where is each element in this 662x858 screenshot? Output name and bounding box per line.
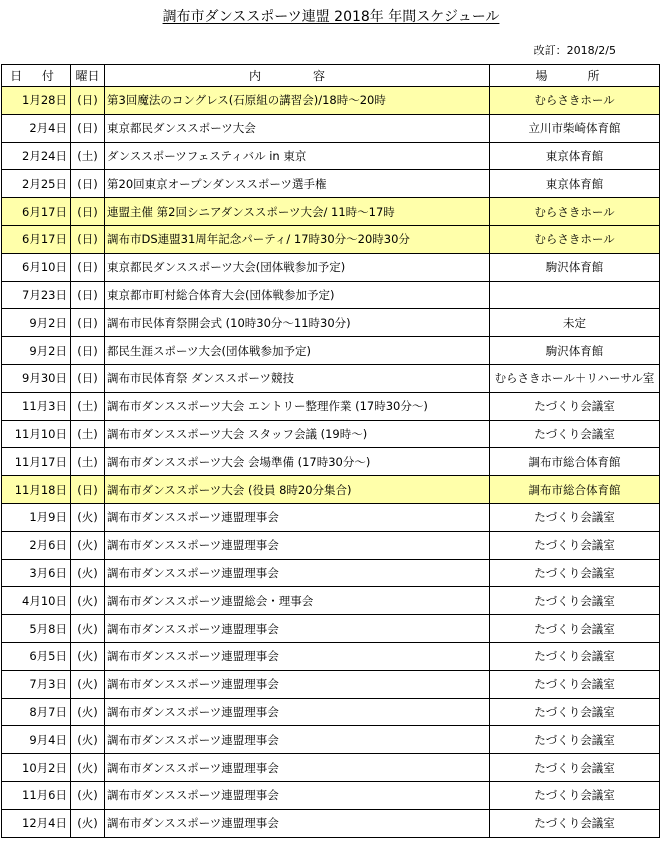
row-content: 調布市ダンススポーツ連盟理事会 — [105, 642, 490, 670]
row-place: たづくり会議室 — [490, 420, 660, 448]
row-weekday: (日) — [71, 364, 105, 392]
table-row — [2, 364, 660, 392]
row-weekday: (日) — [71, 476, 105, 504]
row-content: 調布市ダンススポーツ大会 会場準備 (17時30分～) — [105, 448, 490, 476]
row-date: 2月4日 — [2, 114, 71, 142]
table-row — [2, 170, 660, 198]
table-row — [2, 781, 660, 809]
row-place: 調布市総合体育館 — [490, 448, 660, 476]
row-place: たづくり会議室 — [490, 531, 660, 559]
row-place — [490, 281, 660, 309]
row-date: 9月2日 — [2, 337, 71, 365]
table-row — [2, 503, 660, 531]
row-date: 9月4日 — [2, 726, 71, 754]
row-weekday: (火) — [71, 559, 105, 587]
row-content: 調布市ダンススポーツ連盟理事会 — [105, 754, 490, 782]
table-row — [2, 225, 660, 253]
row-weekday: (火) — [71, 809, 105, 837]
row-content: 第20回東京オープンダンススポーツ選手権 — [105, 170, 490, 198]
table-row — [2, 420, 660, 448]
row-content: 調布市民体育祭 ダンススポーツ競技 — [105, 364, 490, 392]
row-content: 調布市ダンススポーツ大会 (役員 8時20分集合) — [105, 476, 490, 504]
row-content: 調布市ダンススポーツ連盟理事会 — [105, 698, 490, 726]
row-date: 6月17日 — [2, 198, 71, 226]
row-weekday: (火) — [71, 670, 105, 698]
row-weekday: (日) — [71, 281, 105, 309]
table-row — [2, 198, 660, 226]
row-date: 7月23日 — [2, 281, 71, 309]
row-place: たづくり会議室 — [490, 726, 660, 754]
table-row — [2, 587, 660, 615]
row-date: 9月2日 — [2, 309, 71, 337]
row-date: 2月25日 — [2, 170, 71, 198]
row-place: たづくり会議室 — [490, 809, 660, 837]
row-place: むらさきホール — [490, 87, 660, 115]
row-content: 東京都民ダンススポーツ大会 — [105, 114, 490, 142]
row-date: 2月6日 — [2, 531, 71, 559]
row-place: 駒沢体育館 — [490, 337, 660, 365]
row-weekday: (土) — [71, 142, 105, 170]
row-content: 調布市ダンススポーツ連盟理事会 — [105, 503, 490, 531]
row-place: むらさきホール — [490, 198, 660, 226]
row-date: 9月30日 — [2, 364, 71, 392]
row-content: 調布市DS連盟31周年記念パーティ/ 17時30分～20時30分 — [105, 225, 490, 253]
row-date: 1月9日 — [2, 503, 71, 531]
row-weekday: (火) — [71, 587, 105, 615]
row-place: 立川市柴崎体育館 — [490, 114, 660, 142]
row-place: むらさきホール — [490, 225, 660, 253]
row-weekday: (火) — [71, 726, 105, 754]
table-row — [2, 809, 660, 837]
row-content: 調布市ダンススポーツ連盟理事会 — [105, 559, 490, 587]
row-weekday: (日) — [71, 198, 105, 226]
row-place: たづくり会議室 — [490, 698, 660, 726]
table-row — [2, 114, 660, 142]
schedule-table — [1, 64, 660, 838]
row-place: たづくり会議室 — [490, 392, 660, 420]
revision-date: 改訂：2018/2/5 — [533, 44, 616, 57]
row-weekday: (火) — [71, 642, 105, 670]
row-weekday: (火) — [71, 754, 105, 782]
row-content: 調布市ダンススポーツ連盟理事会 — [105, 809, 490, 837]
row-date: 11月6日 — [2, 781, 71, 809]
row-place: たづくり会議室 — [490, 559, 660, 587]
row-place: たづくり会議室 — [490, 615, 660, 643]
header-place: 場 所 — [490, 65, 660, 87]
table-row — [2, 559, 660, 587]
row-content: 都民生涯スポーツ大会(団体戦参加予定) — [105, 337, 490, 365]
row-date: 6月10日 — [2, 253, 71, 281]
row-date: 10月2日 — [2, 754, 71, 782]
row-place: たづくり会議室 — [490, 642, 660, 670]
table-row — [2, 531, 660, 559]
row-weekday: (日) — [71, 309, 105, 337]
row-content: 調布市ダンススポーツ連盟理事会 — [105, 531, 490, 559]
row-weekday: (日) — [71, 337, 105, 365]
table-row — [2, 87, 660, 115]
table-row — [2, 698, 660, 726]
row-weekday: (日) — [71, 87, 105, 115]
row-content: ダンススポーツフェスティバル in 東京 — [105, 142, 490, 170]
row-date: 5月8日 — [2, 615, 71, 643]
row-date: 11月17日 — [2, 448, 71, 476]
page-title — [0, 6, 662, 26]
row-weekday: (火) — [71, 781, 105, 809]
row-date: 6月17日 — [2, 225, 71, 253]
row-date: 6月5日 — [2, 642, 71, 670]
row-weekday: (日) — [71, 225, 105, 253]
table-row — [2, 670, 660, 698]
row-content: 調布市ダンススポーツ大会 スタッフ会議 (19時～) — [105, 420, 490, 448]
row-place: むらさきホール＋リハーサル室 — [490, 364, 660, 392]
table-row — [2, 754, 660, 782]
row-date: 12月4日 — [2, 809, 71, 837]
row-content: 連盟主催 第2回シニアダンススポーツ大会/ 11時～17時 — [105, 198, 490, 226]
page-title-text: 調布市ダンススポーツ連盟 2018年 年間スケジュール — [162, 9, 500, 25]
header-content: 内 容 — [105, 65, 490, 87]
row-weekday: (土) — [71, 392, 105, 420]
row-content: 調布市民体育祭開会式 (10時30分～11時30分) — [105, 309, 490, 337]
row-content: 調布市ダンススポーツ連盟理事会 — [105, 615, 490, 643]
row-date: 3月6日 — [2, 559, 71, 587]
row-place: 東京体育館 — [490, 142, 660, 170]
row-date: 7月3日 — [2, 670, 71, 698]
row-place: 未定 — [490, 309, 660, 337]
row-weekday: (日) — [71, 170, 105, 198]
row-content: 調布市ダンススポーツ大会 エントリー整理作業 (17時30分～) — [105, 392, 490, 420]
row-date: 11月3日 — [2, 392, 71, 420]
row-date: 8月7日 — [2, 698, 71, 726]
row-place: 東京体育館 — [490, 170, 660, 198]
table-row — [2, 476, 660, 504]
row-place: たづくり会議室 — [490, 587, 660, 615]
row-content: 調布市ダンススポーツ連盟総会・理事会 — [105, 587, 490, 615]
row-content: 調布市ダンススポーツ連盟理事会 — [105, 670, 490, 698]
row-content: 東京都市町村総合体育大会(団体戦参加予定) — [105, 281, 490, 309]
row-place: たづくり会議室 — [490, 754, 660, 782]
table-row — [2, 337, 660, 365]
table-row — [2, 142, 660, 170]
row-weekday: (日) — [71, 253, 105, 281]
row-place: たづくり会議室 — [490, 503, 660, 531]
row-content: 第3回魔法のコングレス(石原組の講習会)/18時～20時 — [105, 87, 490, 115]
row-content: 東京都民ダンススポーツ大会(団体戦参加予定) — [105, 253, 490, 281]
table-row — [2, 309, 660, 337]
row-weekday: (土) — [71, 420, 105, 448]
row-weekday: (日) — [71, 114, 105, 142]
table-row — [2, 642, 660, 670]
table-row — [2, 281, 660, 309]
row-date: 1月28日 — [2, 87, 71, 115]
table-row — [2, 392, 660, 420]
table-row — [2, 253, 660, 281]
row-weekday: (火) — [71, 698, 105, 726]
header-date: 日 付 — [2, 65, 71, 87]
table-row — [2, 726, 660, 754]
header-row — [2, 65, 660, 87]
row-weekday: (土) — [71, 448, 105, 476]
row-date: 4月10日 — [2, 587, 71, 615]
row-place: 駒沢体育館 — [490, 253, 660, 281]
row-place: たづくり会議室 — [490, 781, 660, 809]
table-row — [2, 615, 660, 643]
row-date: 11月10日 — [2, 420, 71, 448]
row-content: 調布市ダンススポーツ連盟理事会 — [105, 726, 490, 754]
row-weekday: (火) — [71, 615, 105, 643]
row-date: 2月24日 — [2, 142, 71, 170]
row-date: 11月18日 — [2, 476, 71, 504]
row-weekday: (火) — [71, 531, 105, 559]
row-weekday: (火) — [71, 503, 105, 531]
header-weekday: 曜日 — [71, 65, 105, 87]
row-place: たづくり会議室 — [490, 670, 660, 698]
row-place: 調布市総合体育館 — [490, 476, 660, 504]
table-row — [2, 448, 660, 476]
row-content: 調布市ダンススポーツ連盟理事会 — [105, 781, 490, 809]
